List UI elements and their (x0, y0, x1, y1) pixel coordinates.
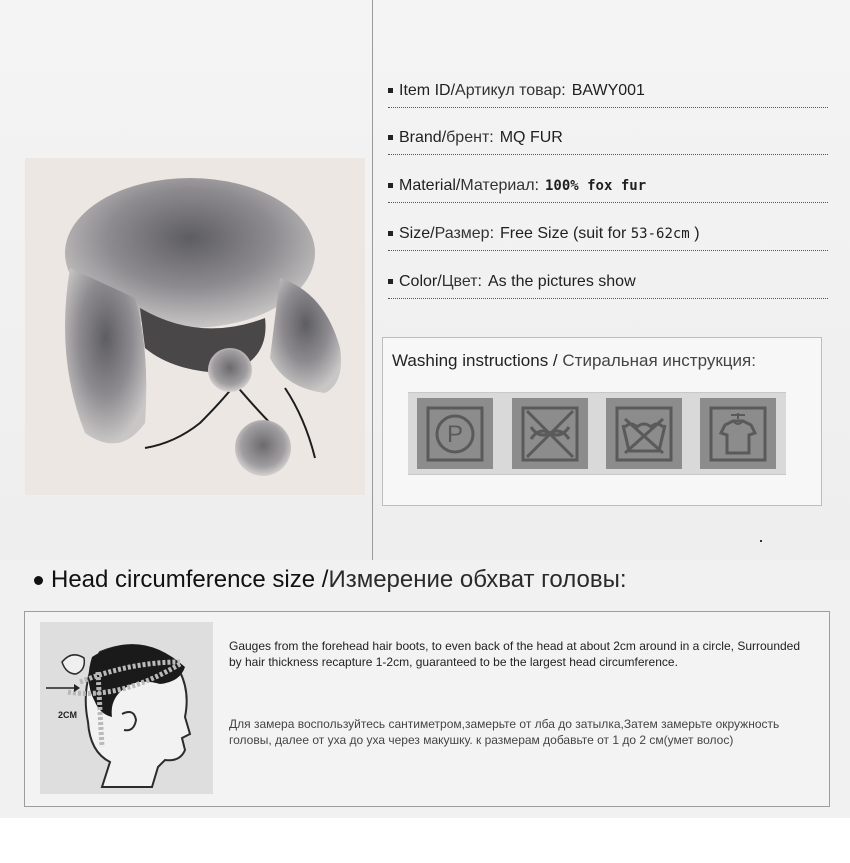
dotted-divider (388, 202, 828, 203)
size-value-range: 53-62cm (630, 226, 690, 242)
bullet-icon (388, 231, 393, 236)
color-value: As the pictures show (488, 273, 636, 290)
brand-value: MQ FUR (499, 129, 563, 146)
size-label-ru: Размер (434, 225, 490, 242)
head-description-en: Gauges from the forehead hair boots, to even back of the head at about 2cm around in a circle, Surrounded by hair thickness recapture 1-2cm, guaranteed to be the largest head circumference. (229, 639, 801, 669)
head-description-ru: Для замера воспользуйтесь сантиметром,замерьте от лба до затылка,Затем замерьте окружность головы, далее от уха до уха через макушку. к размерам добавьте от 1 до 2 см(умет волос) (229, 717, 780, 747)
head-title-en: Head circumference size / (51, 566, 329, 593)
vertical-divider (372, 0, 373, 560)
dry-clean-letter: P (446, 420, 464, 448)
two-cm-label: 2CM (58, 710, 78, 720)
material-sep: : (534, 177, 539, 194)
spec-brand (388, 121, 828, 155)
bullet-icon (388, 279, 393, 284)
spec-material (388, 169, 828, 203)
material-label-en: Material/ (399, 177, 461, 194)
fur-hat-photo (25, 158, 365, 495)
material-label-ru: Материал (460, 177, 535, 194)
washing-title-ru: Стиральная инструкция: (562, 351, 756, 370)
washing-title (392, 351, 756, 371)
item-id-value: BAWY001 (571, 82, 645, 99)
brand-label-en: Brand/ (399, 129, 447, 146)
spec-size (388, 217, 828, 251)
dry-clean-p-icon (417, 398, 493, 469)
brand-label-ru: брент (446, 129, 490, 146)
color-label-ru: Цвет (441, 273, 478, 290)
head-title-ru: Измерение обхват головы: (328, 566, 627, 593)
color-label-en: Color/ (399, 273, 442, 290)
stray-dot (760, 540, 762, 542)
bullet-icon (388, 183, 393, 188)
item-id-label-ru: Артикул товар (455, 82, 562, 99)
no-washing-icon (606, 398, 682, 469)
no-wringing-icon (512, 398, 588, 469)
size-sep: : (489, 225, 495, 242)
item-id-sep: : (561, 82, 566, 99)
no-drip-dry-icon (700, 398, 776, 469)
head-measurement-panel (24, 611, 830, 807)
size-value-prefix: Free Size (suit for (500, 225, 631, 242)
dotted-divider (388, 250, 828, 251)
bottom-white-strip (0, 818, 850, 863)
color-sep: : (477, 273, 482, 290)
head-measurement-diagram (40, 622, 213, 794)
brand-sep: : (489, 129, 494, 146)
spec-item-id (388, 74, 828, 108)
spec-color (388, 265, 828, 299)
washing-title-en: Washing instructions / (392, 351, 563, 370)
dotted-divider (388, 154, 828, 155)
bullet-icon (388, 88, 393, 93)
material-value: 100% fox fur (544, 178, 647, 194)
dotted-divider (388, 107, 828, 108)
size-label-en: Size/ (399, 225, 435, 242)
size-value-suffix: ) (689, 225, 700, 242)
bullet-icon (34, 576, 43, 585)
head-circumference-title (34, 566, 627, 594)
dotted-divider (388, 298, 828, 299)
bullet-icon (388, 135, 393, 140)
washing-instructions-panel (382, 337, 822, 506)
item-id-label-en: Item ID/ (399, 82, 456, 99)
care-icons-strip (408, 392, 786, 475)
